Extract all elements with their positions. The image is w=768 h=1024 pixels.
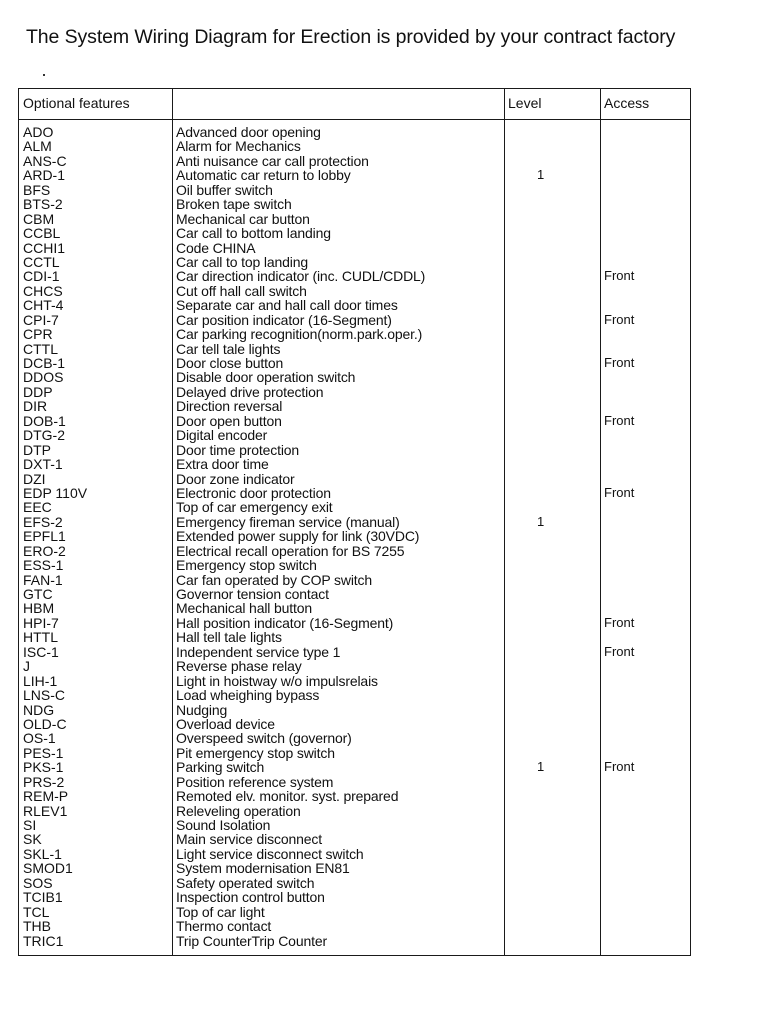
- feature-description: Car parking recognition(norm.park.oper.): [176, 326, 423, 343]
- table-row: [19, 573, 690, 587]
- feature-description: Sound Isolation: [176, 817, 271, 833]
- feature-access: Front: [604, 311, 635, 327]
- feature-access: Front: [604, 268, 635, 284]
- feature-description: Inspection control button: [176, 889, 325, 906]
- feature-access: Front: [604, 412, 635, 428]
- feature-description: Anti nuisance car call protection: [176, 152, 369, 169]
- feature-description: Position reference system: [176, 773, 334, 790]
- feature-code: CTTL: [23, 340, 58, 357]
- feature-code: BTS-2: [23, 196, 63, 213]
- feature-code: PKS-1: [23, 759, 64, 776]
- feature-code: PRS-2: [23, 773, 65, 790]
- table-row: [19, 760, 690, 774]
- feature-description: Electronic door protection: [176, 484, 331, 501]
- feature-code: RLEV1: [23, 802, 68, 819]
- feature-code: EDP 110V: [23, 484, 88, 501]
- table-row: [19, 775, 690, 789]
- feature-access: Front: [604, 484, 635, 500]
- table-row: [19, 154, 690, 168]
- feature-description: Car position indicator (16-Segment): [176, 311, 392, 328]
- table-row: [19, 197, 690, 211]
- feature-description: Extra door time: [176, 456, 269, 473]
- table-row: [19, 861, 690, 875]
- feature-code: THB: [23, 918, 51, 935]
- table-row: [19, 284, 690, 298]
- feature-code: PES-1: [23, 744, 64, 761]
- table-row: [19, 731, 690, 745]
- feature-level: 1: [537, 759, 545, 775]
- feature-description: Door time protection: [176, 441, 300, 458]
- header-level: Level: [508, 95, 542, 111]
- feature-description: System modernisation EN81: [176, 860, 350, 877]
- table-row: [19, 269, 690, 283]
- feature-code: DXT-1: [23, 456, 63, 473]
- feature-code: OLD-C: [23, 715, 67, 732]
- page-title: The System Wiring Diagram for Erection is provided by your contract factory: [26, 26, 676, 48]
- table-row: [19, 905, 690, 919]
- stray-mark: [43, 74, 45, 76]
- feature-code: ALM: [23, 138, 52, 155]
- table-row: [19, 529, 690, 543]
- feature-code: ARD-1: [23, 167, 66, 184]
- header-access: Access: [604, 95, 650, 111]
- table-row: [19, 847, 690, 861]
- feature-description: Extended power supply for link (30VDC): [176, 528, 420, 545]
- feature-code: TRIC1: [23, 932, 64, 949]
- feature-code: ESS-1: [23, 557, 64, 574]
- feature-description: Broken tape switch: [176, 196, 292, 213]
- feature-code: TCL: [23, 903, 50, 920]
- feature-code: ANS-C: [23, 152, 67, 169]
- feature-code: OS-1: [23, 730, 56, 747]
- feature-description: Top of car light: [176, 903, 265, 920]
- table-row: [19, 674, 690, 688]
- feature-description: Oil buffer switch: [176, 181, 273, 198]
- feature-description: Releveling operation: [176, 802, 301, 819]
- feature-description: Mechanical car button: [176, 210, 310, 227]
- feature-code: LIH-1: [23, 672, 58, 689]
- feature-code: ERO-2: [23, 542, 66, 559]
- feature-code: EFS-2: [23, 513, 63, 530]
- table-row: [19, 226, 690, 240]
- feature-access: Front: [604, 355, 635, 370]
- table-row: [19, 428, 690, 442]
- feature-description: Trip CounterTrip Counter: [176, 932, 327, 949]
- feature-description: Main service disconnect: [176, 831, 322, 848]
- feature-code: SI: [23, 817, 37, 833]
- feature-code: DOB-1: [23, 412, 66, 429]
- feature-description: Thermo contact: [176, 918, 272, 935]
- feature-code: REM-P: [23, 788, 69, 805]
- feature-description: Car tell tale lights: [176, 340, 281, 357]
- feature-description: Disable door operation switch: [176, 369, 356, 386]
- feature-code: TCIB1: [23, 889, 63, 906]
- feature-code: ADO: [23, 124, 54, 140]
- feature-code: DTG-2: [23, 427, 65, 444]
- table-row: [19, 298, 690, 312]
- table-row: [19, 472, 690, 486]
- feature-code: CPR: [23, 326, 53, 343]
- table-row: [19, 818, 690, 832]
- feature-description: Overspeed switch (governor): [176, 730, 352, 747]
- feature-code: CCTL: [23, 253, 60, 270]
- feature-code: BFS: [23, 181, 51, 198]
- feature-code: DIR: [23, 398, 48, 415]
- table-row: [19, 558, 690, 572]
- table-row: [19, 515, 690, 529]
- table-row: [19, 370, 690, 384]
- feature-code: DZI: [23, 470, 46, 487]
- feature-code: LNS-C: [23, 687, 66, 704]
- feature-code: DDOS: [23, 369, 64, 386]
- feature-code: DTP: [23, 441, 51, 458]
- table-row: [19, 659, 690, 673]
- table-row: [19, 241, 690, 255]
- feature-access: Front: [604, 643, 635, 659]
- table-row: [19, 125, 690, 139]
- feature-description: Alarm for Mechanics: [176, 138, 301, 155]
- feature-code: HTTL: [23, 629, 58, 646]
- table-row: [19, 934, 690, 948]
- table-row: [19, 139, 690, 153]
- feature-description: Separate car and hall call door times: [176, 297, 398, 314]
- feature-code: GTC: [23, 586, 53, 602]
- feature-description: Safety operated switch: [176, 874, 315, 891]
- feature-description: Nudging: [176, 701, 228, 718]
- feature-description: Light in hoistway w/o impulsrelais: [176, 672, 378, 689]
- feature-code: SMOD1: [23, 860, 73, 877]
- feature-code: EEC: [23, 499, 52, 516]
- table-row: [19, 399, 690, 413]
- feature-description: Car direction indicator (inc. CUDL/CDDL): [176, 268, 426, 285]
- feature-code: EPFL1: [23, 528, 66, 545]
- feature-description: Pit emergency stop switch: [176, 744, 335, 761]
- feature-level: 1: [537, 513, 545, 529]
- feature-description: Reverse phase relay: [176, 658, 302, 675]
- table-row: [19, 746, 690, 760]
- features-table: [18, 88, 691, 956]
- table-row: [19, 630, 690, 644]
- feature-description: Mechanical hall button: [176, 600, 313, 617]
- feature-description: Direction reversal: [176, 398, 283, 415]
- feature-code: DCB-1: [23, 355, 66, 371]
- feature-access: Front: [604, 614, 635, 630]
- header-divider: [19, 119, 690, 120]
- feature-description: Code CHINA: [176, 239, 256, 256]
- feature-code: CBM: [23, 210, 55, 227]
- table-row: [19, 342, 690, 356]
- table-row: [19, 804, 690, 818]
- table-row: [19, 212, 690, 226]
- table-row: [19, 313, 690, 327]
- feature-code: HBM: [23, 600, 55, 617]
- table-row: [19, 789, 690, 803]
- table-row: [19, 500, 690, 514]
- header-optional-features: Optional features: [23, 95, 130, 111]
- feature-description: Overload device: [176, 715, 275, 732]
- feature-code: CDI-1: [23, 268, 60, 285]
- feature-description: Hall position indicator (16-Segment): [176, 614, 394, 631]
- table-row: [19, 703, 690, 717]
- table-row: [19, 890, 690, 904]
- feature-description: Emergency fireman service (manual): [176, 513, 400, 530]
- table-row: [19, 414, 690, 428]
- feature-description: Digital encoder: [176, 427, 268, 444]
- feature-description: Parking switch: [176, 759, 265, 776]
- feature-code: SOS: [23, 874, 53, 891]
- feature-access: Front: [604, 759, 635, 775]
- table-row: [19, 255, 690, 269]
- feature-code: DDP: [23, 383, 53, 400]
- feature-code: SK: [23, 831, 42, 848]
- table-row: [19, 356, 690, 370]
- feature-description: Door close button: [176, 355, 284, 371]
- table-row: [19, 457, 690, 471]
- feature-description: Car fan operated by COP switch: [176, 571, 373, 588]
- feature-description: Remoted elv. monitor. syst. prepared: [176, 788, 399, 805]
- table-body: [19, 125, 690, 948]
- feature-code: FAN-1: [23, 571, 63, 588]
- feature-description: Hall tell tale lights: [176, 629, 282, 646]
- feature-code: HPI-7: [23, 614, 59, 631]
- table-row: [19, 587, 690, 601]
- feature-description: Door zone indicator: [176, 470, 295, 487]
- feature-code: CHCS: [23, 282, 63, 299]
- table-row: [19, 876, 690, 890]
- table-row: [19, 443, 690, 457]
- feature-description: Door open button: [176, 412, 282, 429]
- table-row: [19, 544, 690, 558]
- feature-code: ISC-1: [23, 643, 59, 660]
- table-row: [19, 919, 690, 933]
- feature-description: Governor tension contact: [176, 586, 329, 602]
- feature-description: Independent service type 1: [176, 643, 341, 660]
- feature-description: Light service disconnect switch: [176, 845, 364, 862]
- feature-description: Advanced door opening: [176, 124, 321, 140]
- table-row: [19, 327, 690, 341]
- feature-description: Electrical recall operation for BS 7255: [176, 542, 405, 559]
- feature-description: Automatic car return to lobby: [176, 167, 351, 184]
- feature-description: Cut off hall call switch: [176, 282, 307, 299]
- table-row: [19, 486, 690, 500]
- feature-code: CPI-7: [23, 311, 59, 328]
- table-row: [19, 645, 690, 659]
- feature-code: CCHI1: [23, 239, 66, 256]
- table-row: [19, 183, 690, 197]
- feature-description: Emergency stop switch: [176, 557, 317, 574]
- table-row: [19, 688, 690, 702]
- feature-description: Car call to bottom landing: [176, 225, 331, 242]
- feature-code: CHT-4: [23, 297, 64, 314]
- feature-level: 1: [537, 167, 545, 183]
- feature-description: Top of car emergency exit: [176, 499, 333, 516]
- table-row: [19, 616, 690, 630]
- table-row: [19, 168, 690, 182]
- feature-description: Load wheighing bypass: [176, 687, 320, 704]
- table-row: [19, 832, 690, 846]
- feature-code: J: [23, 658, 30, 675]
- feature-description: Delayed drive protection: [176, 383, 324, 400]
- table-row: [19, 601, 690, 615]
- feature-code: NDG: [23, 701, 55, 718]
- feature-code: SKL-1: [23, 845, 62, 862]
- feature-code: CCBL: [23, 225, 61, 242]
- table-row: [19, 385, 690, 399]
- table-row: [19, 717, 690, 731]
- feature-description: Car call to top landing: [176, 253, 308, 270]
